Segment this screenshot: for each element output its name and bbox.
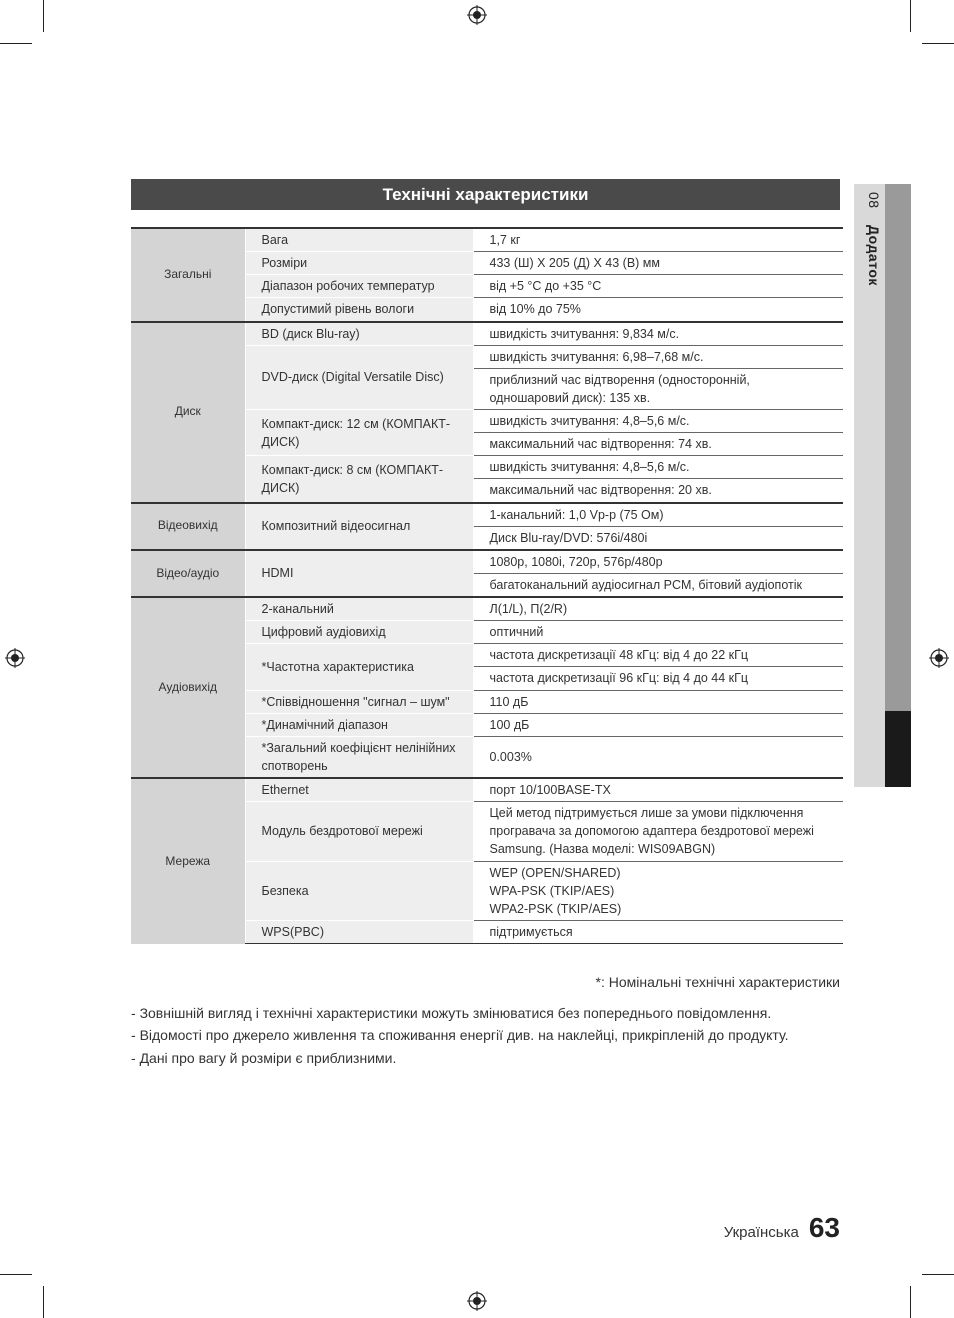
spec-value: максимальний час відтворення: 20 хв. xyxy=(473,479,843,503)
spec-value: 100 дБ xyxy=(473,713,843,736)
spec-value: частота дискретизації 96 кГц: від 4 до 44 кГц xyxy=(473,667,843,690)
spec-name: Модуль бездротової мережі xyxy=(245,802,473,861)
note-item: - Відомості про джерело живлення та споживання енергії див. на наклейці, прикріпленій до продукту. xyxy=(131,1025,841,1045)
spec-value: підтримується xyxy=(473,920,843,943)
spec-name: Допустимий рівень вологи xyxy=(245,298,473,322)
crop-mark xyxy=(0,1274,32,1275)
spec-value: 1080p, 1080i, 720p, 576p/480p xyxy=(473,550,843,574)
table-row xyxy=(131,503,843,527)
spec-name: Композитний відеосигнал xyxy=(245,503,473,550)
spec-name: *Динамічний діапазон xyxy=(245,713,473,736)
spec-category: Мережа xyxy=(131,778,245,944)
note-item: - Зовнішній вигляд і технічні характеристики можуть змінюватися без попереднього повідомлення. xyxy=(131,1003,841,1023)
side-tab-strip xyxy=(885,184,911,711)
spec-value: Цей метод підтримується лише за умови підключення програвача за допомогою адаптера бездротової мережі Samsung. (Назва моделі: WIS09ABGN) xyxy=(473,802,843,861)
spec-name: Компакт-диск: 8 см (КОМПАКТ-ДИСК) xyxy=(245,456,473,503)
spec-value: від +5 °C до +35 °C xyxy=(473,275,843,298)
note-item: - Дані про вагу й розміри є приблизними. xyxy=(131,1048,841,1068)
registration-mark-icon xyxy=(5,648,25,668)
chapter-label xyxy=(858,192,882,372)
spec-value: Диск Blu-ray/DVD: 576i/480i xyxy=(473,526,843,550)
spec-category: Диск xyxy=(131,322,245,503)
spec-value: 0.003% xyxy=(473,736,843,778)
spec-name: WPS(PBC) xyxy=(245,920,473,943)
spec-value: швидкість зчитування: 4,8–5,6 м/с. xyxy=(473,410,843,433)
spec-category: Відео/аудіо xyxy=(131,550,245,597)
spec-value: від 10% до 75% xyxy=(473,298,843,322)
spec-name: Вага xyxy=(245,228,473,252)
spec-value: WEP (OPEN/SHARED) WPA-PSK (TKIP/AES) WPA2-PSK (TKIP/AES) xyxy=(473,861,843,920)
spec-value: порт 10/100BASE-TX xyxy=(473,778,843,802)
spec-value: частота дискретизації 48 кГц: від 4 до 22 кГц xyxy=(473,644,843,667)
crop-mark xyxy=(922,1274,954,1275)
spec-value: багатоканальний аудіосигнал PCM, бітовий аудіопотік xyxy=(473,573,843,597)
crop-mark xyxy=(0,43,32,44)
registration-mark-icon xyxy=(929,648,949,668)
spec-value: швидкість зчитування: 6,98–7,68 м/с. xyxy=(473,345,843,368)
spec-value: оптичний xyxy=(473,621,843,644)
spec-name: Безпека xyxy=(245,861,473,920)
crop-mark xyxy=(43,0,44,32)
crop-mark xyxy=(910,0,911,32)
notes-list xyxy=(131,1003,841,1070)
spec-table xyxy=(131,227,843,944)
language-label: Українська xyxy=(723,1224,799,1241)
table-row xyxy=(131,228,843,252)
spec-value: 1,7 кг xyxy=(473,228,843,252)
spec-name: Ethernet xyxy=(245,778,473,802)
chapter-number: 08 xyxy=(866,192,882,209)
spec-name: 2-канальний xyxy=(245,597,473,621)
spec-name: Розміри xyxy=(245,252,473,275)
table-row xyxy=(131,550,843,574)
side-tab-marker xyxy=(885,711,911,787)
spec-value: максимальний час відтворення: 74 хв. xyxy=(473,433,843,456)
spec-name: *Частотна характеристика xyxy=(245,644,473,690)
chapter-side-tab xyxy=(854,184,911,787)
spec-name: HDMI xyxy=(245,550,473,597)
spec-name: *Загальний коефіцієнт нелінійних спотворень xyxy=(245,736,473,778)
table-row xyxy=(131,597,843,621)
registration-mark-icon xyxy=(467,1291,487,1311)
spec-value: 1-канальний: 1,0 Vp-p (75 Ом) xyxy=(473,503,843,527)
page-title: Технічні характеристики xyxy=(131,179,840,210)
spec-name: Цифровий аудіовихід xyxy=(245,621,473,644)
spec-name: Діапазон робочих температур xyxy=(245,275,473,298)
spec-name: DVD-диск (Digital Versatile Disc) xyxy=(245,345,473,409)
crop-mark xyxy=(922,43,954,44)
spec-value: приблизний час відтворення (односторонній, одношаровий диск): 135 хв. xyxy=(473,368,843,409)
registration-mark-icon xyxy=(467,5,487,25)
spec-category: Відеовихід xyxy=(131,503,245,550)
chapter-title: Додаток xyxy=(866,224,882,286)
table-row xyxy=(131,322,843,346)
spec-category: Аудіовихід xyxy=(131,597,245,778)
spec-value: швидкість зчитування: 4,8–5,6 м/с. xyxy=(473,456,843,479)
spec-name: BD (диск Blu-ray) xyxy=(245,322,473,346)
spec-value: 433 (Ш) X 205 (Д) X 43 (В) мм xyxy=(473,252,843,275)
crop-mark xyxy=(910,1286,911,1318)
spec-name: *Співвідношення "сигнал – шум" xyxy=(245,690,473,713)
spec-value: Л(1/L), П(2/R) xyxy=(473,597,843,621)
page-number: 63 xyxy=(808,1212,840,1243)
page-footer xyxy=(724,1212,840,1244)
spec-name: Компакт-диск: 12 см (КОМПАКТ-ДИСК) xyxy=(245,410,473,456)
spec-category: Загальні xyxy=(131,228,245,322)
spec-value: швидкість зчитування: 9,834 м/с. xyxy=(473,322,843,346)
crop-mark xyxy=(43,1286,44,1318)
spec-value: 110 дБ xyxy=(473,690,843,713)
table-row xyxy=(131,778,843,802)
footnote: *: Номінальні технічні характеристики xyxy=(595,974,840,990)
